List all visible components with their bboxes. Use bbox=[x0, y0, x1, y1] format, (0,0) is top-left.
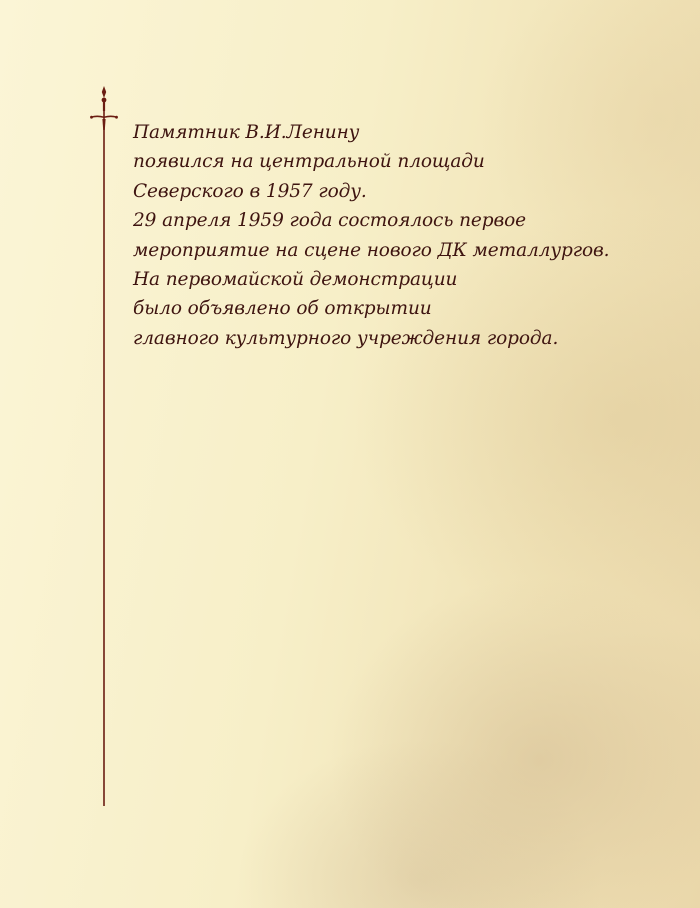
text-line-4: 29 апреля 1959 года состоялось первое bbox=[133, 210, 527, 232]
paragraph bbox=[133, 118, 673, 353]
text-line-8: главного культурного учреждения города. bbox=[133, 327, 559, 349]
text-line-2: появился на центральной площади bbox=[133, 151, 485, 173]
text-line-1: Памятник В.И.Ленину bbox=[133, 122, 360, 143]
text-line-3: Северского в 1957 году. bbox=[133, 180, 367, 202]
text-line-6: На первомайской демонстрации bbox=[133, 269, 458, 291]
text-line-7: было объявлено об открытии bbox=[133, 298, 432, 320]
text-line-5: мероприятие на сцене нового ДК металлургов. bbox=[133, 239, 610, 261]
sword-divider-icon bbox=[88, 86, 120, 808]
